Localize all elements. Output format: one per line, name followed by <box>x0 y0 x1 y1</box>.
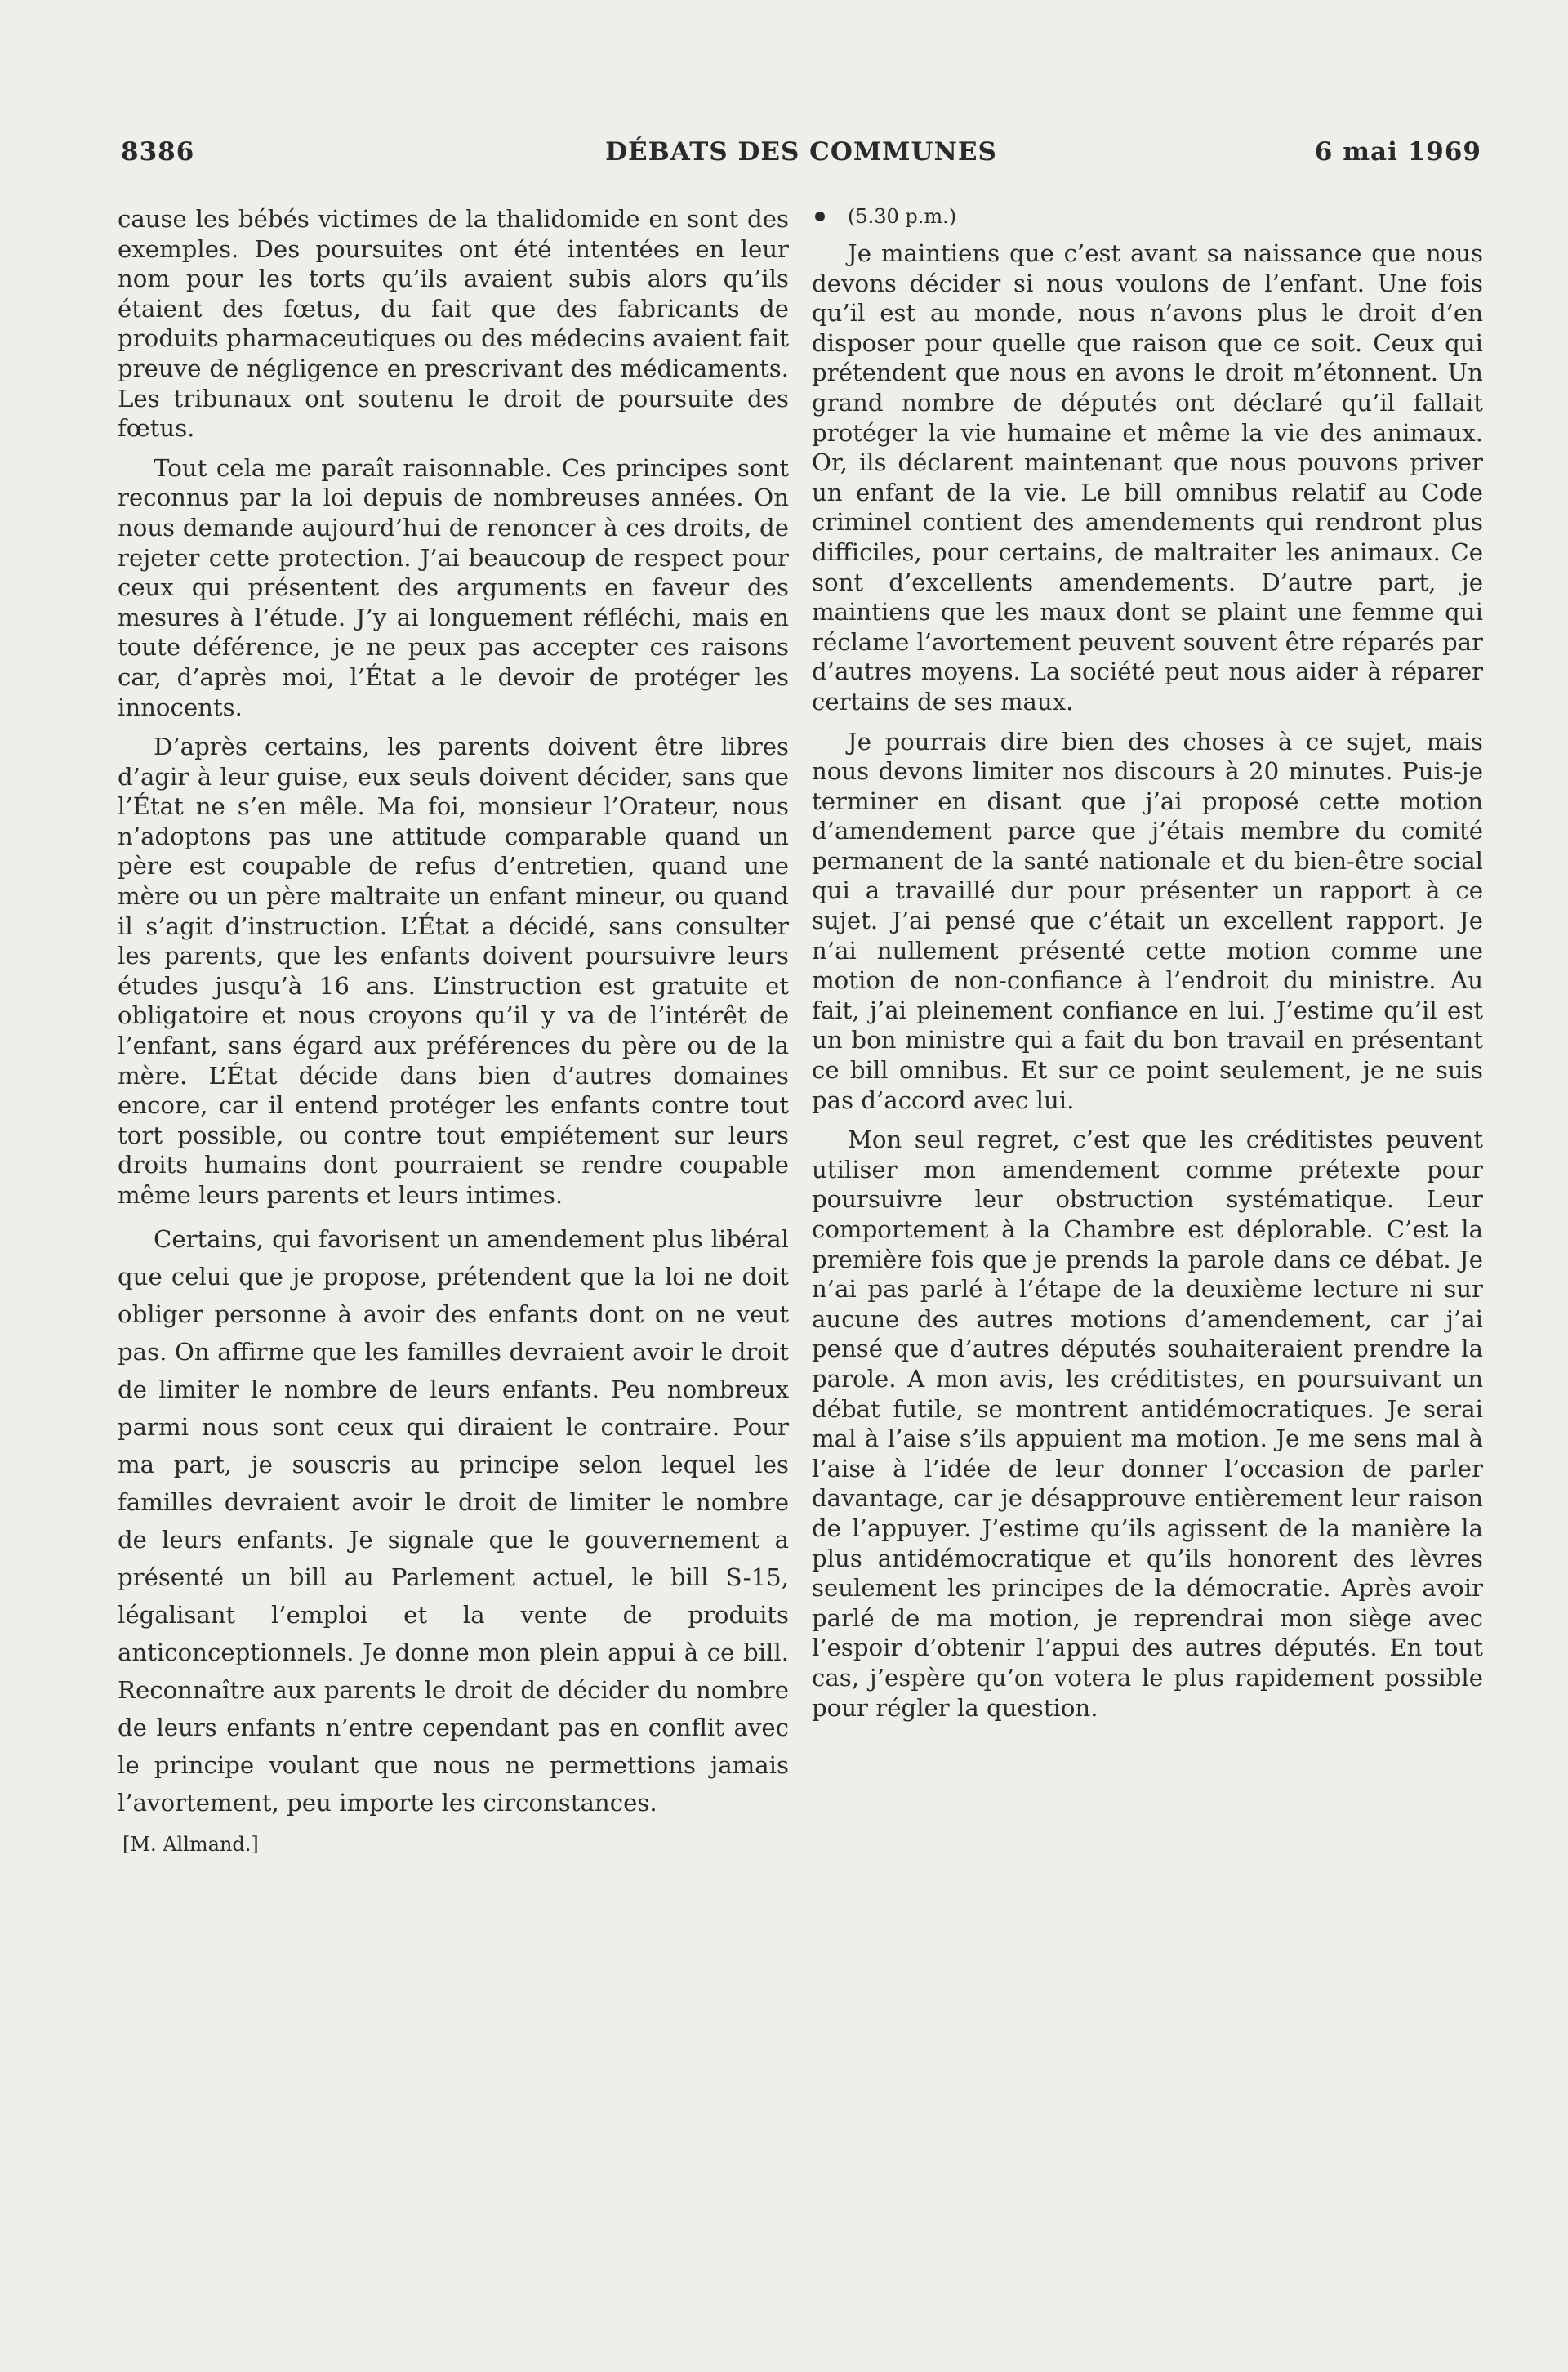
paragraph: cause les bébés victimes de la thalidomide en sont des exemples. Des poursuites ont été intentées en leur nom pour les torts qu’ils avaient subis alors qu’ils étaient des fœtus, du fait que des fabricants de produits pharmaceutiques ou des médecins avaient fait preuve de négligence en prescrivant des médicaments. Les tribunaux ont soutenu le droit de poursuite des fœtus. <box>118 205 789 443</box>
left-column <box>118 204 789 1857</box>
time-marker-text: (5.30 p.m.) <box>848 205 957 228</box>
publication-date: 6 mai 1969 <box>1314 137 1481 167</box>
bullet-icon <box>815 212 825 221</box>
speaker-attribution: [M. Allmand.] <box>122 1832 259 1856</box>
publication-title: DÉBATS DES COMMUNES <box>605 137 997 167</box>
paragraph: Certains, qui favorisent un amendement plus libéral que celui que je propose, prétendent que la loi ne doit obliger personne à avoir des enfants dont on ne veut pas. On affirme que les familles devraient avoir le droit de limiter le nombre de leurs enfants. Peu nombreux parmi nous sont ceux qui diraient le contraire. Pour ma part, je souscris au principe selon lequel les familles devraient avoir le droit de limiter le nombre de leurs enfants. Je signale que le gouvernement a présenté un bill au Parlement actuel, le bill S-15, légalisant l’emploi et la vente de produits anticonceptionnels. Je donne mon plein appui à ce bill. Reconnaître aux parents le droit de décider du nombre de leurs enfants n’entre cependant pas en conflit avec le principe voulant que nous ne permettions jamais l’avortement, peu importe les circonstances. <box>118 1224 789 1817</box>
page-header <box>121 137 1481 173</box>
time-marker <box>812 204 1483 229</box>
page-number: 8386 <box>121 137 195 167</box>
paragraph: Je maintiens que c’est avant sa naissance que nous devons décider si nous voulons de l’enfant. Une fois qu’il est au monde, nous n’avons plus le droit d’en disposer pour quelle que raison que ce soit. Ceux qui prétendent que nous en avons le droit m’étonnent. Un grand nombre de députés ont déclaré qu’il fallait protéger la vie humaine et même la vie des animaux. Or, ils déclarent maintenant que nous pouvons priver un enfant de la vie. Le bill omnibus relatif au Code criminel contient des amendements qui rendront plus difficiles, pour certains, de maltraiter les animaux. Ce sont d’excellents amendements. D’autre part, je maintiens que les maux dont se plaint une femme qui réclame l’avortement peuvent souvent être réparés par d’autres moyens. La société peut nous aider à réparer certains de ses maux. <box>812 239 1483 716</box>
right-column <box>812 204 1483 1732</box>
paragraph: Je pourrais dire bien des choses à ce sujet, mais nous devons limiter nos discours à 20 minutes. Puis-je terminer en disant que j’ai proposé cette motion d’amendement parce que j’étais membre du comité permanent de la santé nationale et du bien-être social qui a travaillé dur pour présenter un rapport à ce sujet. J’ai pensé que c’était un excellent rapport. Je n’ai nullement présenté cette motion comme une motion de non-confiance à l’endroit du ministre. Au fait, j’ai pleinement confiance en lui. J’estime qu’il est un bon ministre qui a fait du bon travail en présentant ce bill omnibus. Et sur ce point seulement, je ne suis pas d’accord avec lui. <box>812 727 1483 1114</box>
paragraph: D’après certains, les parents doivent être libres d’agir à leur guise, eux seuls doivent décider, sans que l’État ne s’en mêle. Ma foi, monsieur l’Orateur, nous n’adoptons pas une attitude comparable quand un père est coupable de refus d’entretien, quand une mère ou un père maltraite un enfant mineur, ou quand il s’agit d’instruction. L’État a décidé, sans consulter les parents, que les enfants doivent poursuivre leurs études jusqu’à 16 ans. L’instruction est gratuite et obligatoire et nous croyons qu’il y va de l’intérêt de l’enfant, sans égard aux préférences du père ou de la mère. L’État décide dans bien d’autres domaines encore, car il entend protéger les enfants contre tout tort possible, ou contre tout empiétement sur leurs droits humains dont pourraient se rendre coupable même leurs parents et leurs intimes. <box>118 733 789 1209</box>
paragraph: Tout cela me paraît raisonnable. Ces principes sont reconnus par la loi depuis de nombreuses années. On nous demande aujourd’hui de renoncer à ces droits, de rejeter cette protection. J’ai beaucoup de respect pour ceux qui présentent des arguments en faveur des mesures à l’étude. J’y ai longuement réfléchi, mais en toute déférence, je ne peux pas accepter ces raisons car, d’après moi, l’État a le devoir de protéger les innocents. <box>118 453 789 721</box>
paragraph: Mon seul regret, c’est que les créditistes peuvent utiliser mon amendement comme prétexte pour poursuivre leur obstruction systématique. Leur comportement à la Chambre est déplorable. C’est la première fois que je prends la parole dans ce débat. Je n’ai pas parlé à l’étape de la deuxième lecture ni sur aucune des autres motions d’amendement, car j’ai pensé que d’autres députés souhaiteraient prendre la parole. A mon avis, les créditistes, en poursuivant un débat futile, se montrent antidémocratiques. Je serai mal à l’aise s’ils appuient ma motion. Je me sens mal à l’aise à l’idée de leur donner l’occasion de parler davantage, car je désapprouve entièrement leur raison de l’appuyer. J’estime qu’ils agissent de la manière la plus antidémocratique et qu’ils honorent des lèvres seulement les principes de la démocratie. Après avoir parlé de ma motion, je reprendrai mon siège avec l’espoir d’obtenir l’appui des autres députés. En tout cas, j’espère qu’on votera le plus rapidement possible pour régler la question. <box>812 1126 1483 1722</box>
